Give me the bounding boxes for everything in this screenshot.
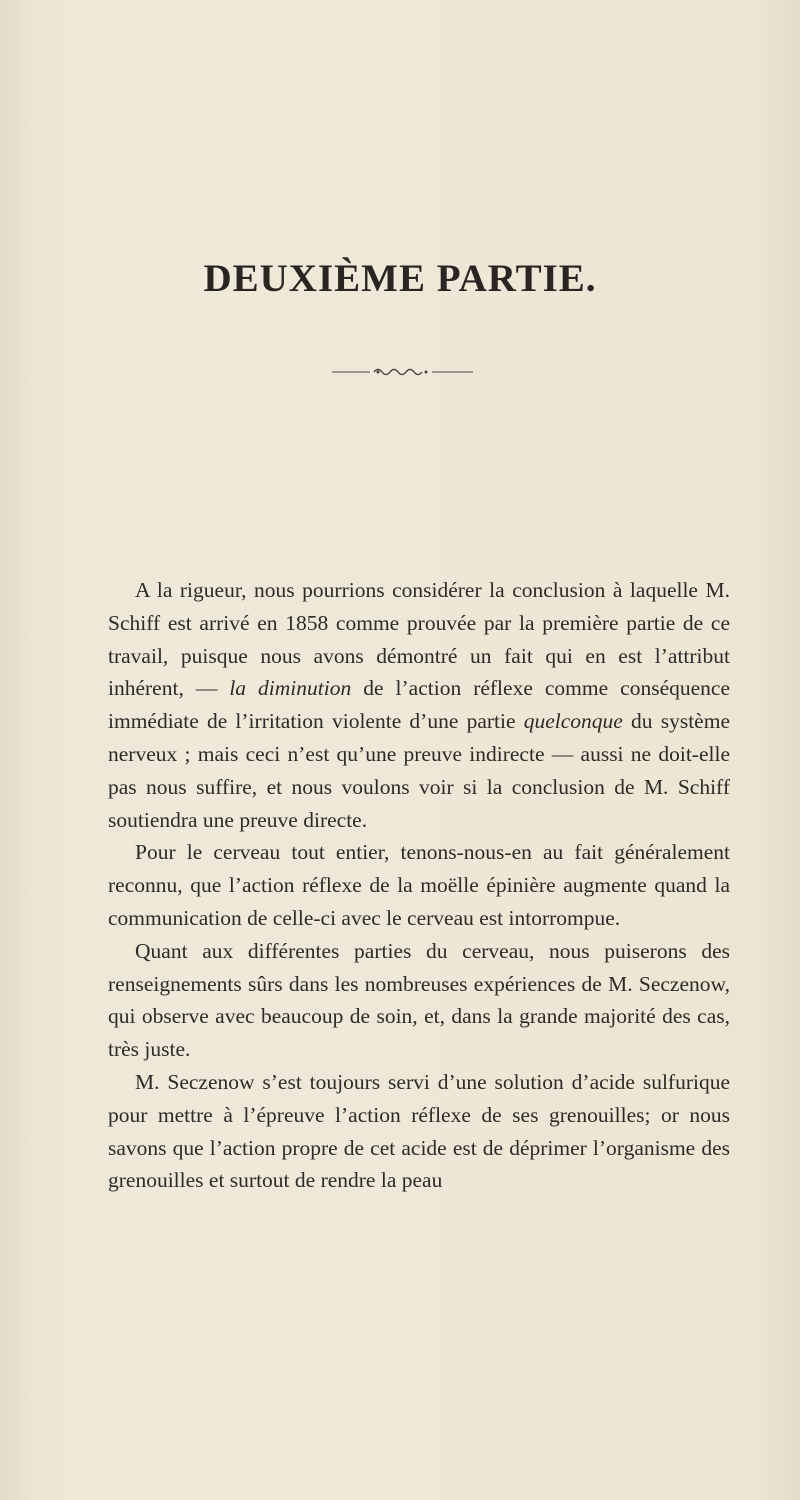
paragraph [108, 1066, 730, 1197]
paragraph [108, 935, 730, 1066]
paragraph [108, 574, 730, 836]
text-run: du système nerveux ; mais ceci n’est qu’une preuve indirecte — aussi ne doit-elle pas nous suffire, et nous voulons voir si la conclusion de M. Schiff soutiendra une preuve directe. [108, 709, 730, 832]
body-text [108, 574, 730, 1197]
text-run: Pour le cerveau tout entier, tenons-nous-en au fait généralement reconnu, que l’action réflexe de la moëlle épinière augmente quand la communication de celle-ci avec le cerveau est intorrompue. [108, 840, 730, 930]
italic-run: quelconque [523, 709, 623, 734]
paragraph [108, 836, 730, 934]
ornamental-rule [330, 364, 475, 378]
text-run: M. Seczenow s’est toujours servi d’une solution d’acide sulfurique pour mettre à l’épreuve l’action réflexe de ses grenouilles; or nous savons que l’action propre de cet acide est de déprimer l’organisme des grenouilles et surtout de rendre la peau [108, 1069, 730, 1193]
text-run: A la rigueur, nous pourrions considérer la conclusion à laquelle M. Schiff est arrivé en 1858 comme prouvée par la première partie de ce travail, puisque nous avons démontré un fait qui en est l’attribut inhérent, — [108, 578, 730, 701]
text-run: de l’action réflexe comme conséquence immédiate de l’irritation violente d’une partie [108, 676, 730, 734]
italic-run: la diminution [229, 676, 352, 701]
part-heading: DEUXIÈME PARTIE. [203, 257, 597, 300]
text-run: Quant aux différentes parties du cerveau, nous puiserons des renseignements sûrs dans les nombreuses expériences de M. Seczenow, qui observe avec beaucoup de soin, et, dans la grande majorité des cas, très juste. [108, 938, 730, 1062]
